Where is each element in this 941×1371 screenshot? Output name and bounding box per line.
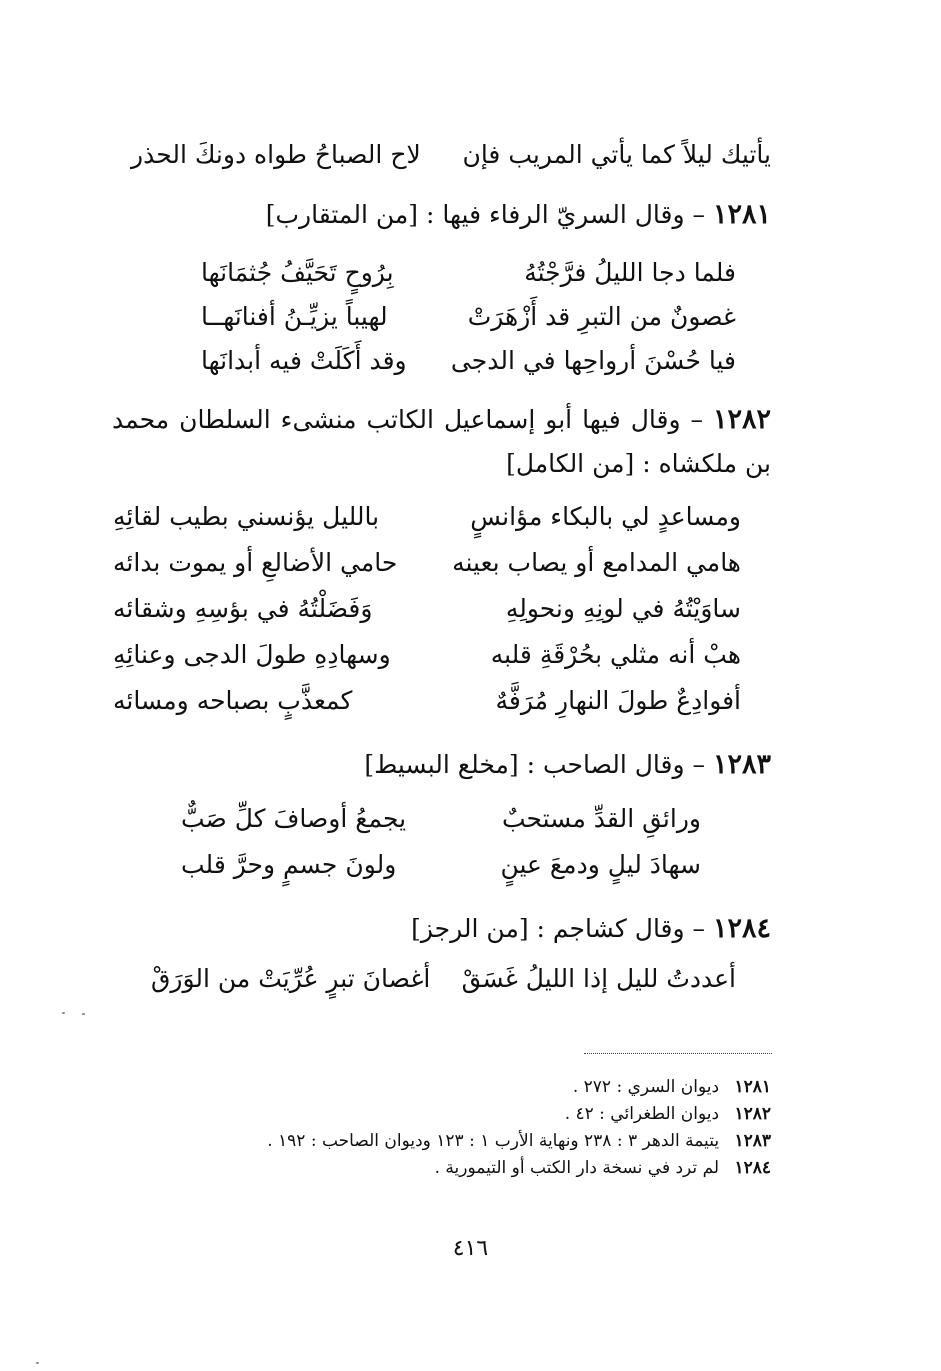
footnote-number: ١٢٨٣ — [734, 1131, 771, 1151]
verse-first-hemistich: ساوَيْتُهُ في لونِهِ ونحولِهِ — [505, 594, 741, 623]
verse-first-hemistich: أعددتُ لليل إذا الليلُ غَسَقْ — [461, 964, 736, 993]
verse-second-hemistich: حامي الأضالعِ أو يموت بدائه — [113, 548, 398, 577]
verse-first-hemistich: سهادَ ليلٍ ودمعَ عينٍ — [500, 850, 701, 879]
verse-second-hemistich: يجمعُ أوصافَ كلِّ صَبٌّ — [181, 804, 407, 833]
entry-intro: – وقال فيها أبو إسماعيل الكاتب منشىء السلطان محمد بن ملكشاه : — [112, 405, 771, 478]
scan-speck — [82, 1013, 85, 1015]
footnote-number: ١٢٨١ — [734, 1077, 771, 1097]
entry-heading-1284 — [411, 912, 771, 946]
verse — [113, 592, 741, 626]
footnotes — [151, 1074, 771, 1182]
verse-second-hemistich: بِرُوحٍ تَحَيَّفُ جُثمَانَها — [201, 258, 394, 287]
verse — [201, 256, 736, 290]
footnote — [151, 1074, 771, 1101]
footnote-text: يتيمة الدهر ٣ : ٢٣٨ ونهاية الأرب ١ : ١٢٣ وديوان الصاحب : ١٩٢ . — [267, 1131, 720, 1151]
entry-heading-1281 — [266, 198, 771, 232]
verse-second-hemistich: وَفَضَلْتُهُ في بؤسِهِ وشقائه — [113, 594, 373, 623]
verse-first-hemistich: ورائقِ القدِّ مستحبٌ — [501, 804, 701, 833]
footnote — [151, 1128, 771, 1155]
verse — [113, 546, 741, 580]
entry-intro: – وقال كشاجم : — [536, 914, 706, 943]
verse-first-hemistich: ومساعدٍ لي بالبكاء مؤانسٍ — [470, 502, 741, 531]
verse-second-hemistich: لاح الصباحُ طواه دونكَ الحذر — [131, 140, 421, 169]
footnote-separator — [584, 1053, 772, 1054]
entry-number: ١٢٨١ — [712, 199, 771, 230]
verse-second-hemistich: لهيباً يزيِّـنُ أفنانَهــا — [201, 302, 388, 331]
verse-first-hemistich: هامي المدامع أو يصاب بعينه — [452, 548, 741, 577]
entry-meter: [مخلع البسيط] — [364, 750, 519, 779]
verse-second-hemistich: أغصانَ تبرٍ عُرِّيَتْ من الوَرَقْ — [151, 964, 431, 993]
verse — [181, 848, 701, 882]
verse-first-hemistich: يأتيك ليلاً كما يأتي المريب فإن — [462, 140, 771, 169]
verse — [201, 300, 736, 334]
entry-intro: – وقال السريّ الرفاء فيها : — [426, 200, 706, 229]
verse — [181, 802, 701, 836]
footnote-text: ديوان الطغرائي : ٤٢ . — [564, 1104, 720, 1124]
verse-second-hemistich: ولونَ جسمٍ وحرَّ قلب — [181, 850, 397, 879]
entry-meter: [من الرجز] — [411, 914, 529, 943]
entry-meter: [من المتقارب] — [265, 200, 419, 229]
verse-first-hemistich: أفوادِعٌ طولَ النهارِ مُرَفَّهٌ — [495, 686, 741, 715]
verse-first-hemistich: فلما دجا الليلُ فرَّجْتُهُ — [524, 258, 736, 287]
entry-number: ١٢٨٣ — [712, 749, 771, 780]
entry-heading-1282 — [112, 398, 771, 486]
entry-number: ١٢٨٤ — [712, 913, 771, 944]
entry-heading-1283 — [364, 748, 771, 782]
verse — [113, 638, 741, 672]
verse-second-hemistich: وسهادِهِ طولَ الدجى وعنائِهِ — [113, 640, 391, 669]
footnote-number: ١٢٨٢ — [734, 1104, 771, 1124]
footnote-text: لم ترد في نسخة دار الكتب أو التيمورية . — [434, 1158, 720, 1178]
verse-second-hemistich: وقد أَكَلَتْ فيه أبدانَها — [201, 346, 407, 375]
verse — [113, 500, 741, 534]
footnote-text: ديوان السري : ٢٧٢ . — [572, 1077, 720, 1097]
entry-meter: [من الكامل] — [506, 449, 635, 478]
page-number: ٤١٦ — [452, 1236, 489, 1261]
verse-first-hemistich: هبْ أنه مثلي بحُرْقَةِ قلبه — [490, 640, 741, 669]
verse-first-hemistich: فيا حُسْنَ أرواحِها في الدجى — [450, 346, 736, 375]
verse — [151, 962, 736, 996]
verse-second-hemistich: كمعذَّبٍ بصباحه ومسائه — [113, 686, 353, 715]
verse — [113, 684, 741, 718]
entry-number: ١٢٨٢ — [712, 404, 771, 435]
footnote-number: ١٢٨٤ — [734, 1158, 771, 1178]
opening-verse — [131, 138, 771, 172]
verse-first-hemistich: غصونٌ من التبرِ قد أَزْهَرَتْ — [467, 302, 736, 331]
scan-speck — [62, 1012, 65, 1014]
scan-speck — [36, 1362, 39, 1364]
entry-intro: – وقال الصاحب : — [526, 750, 706, 779]
verse — [201, 344, 736, 378]
verse-second-hemistich: بالليل يؤنسني بطيب لقائِهِ — [113, 502, 380, 531]
footnote — [151, 1101, 771, 1128]
footnote — [151, 1155, 771, 1182]
